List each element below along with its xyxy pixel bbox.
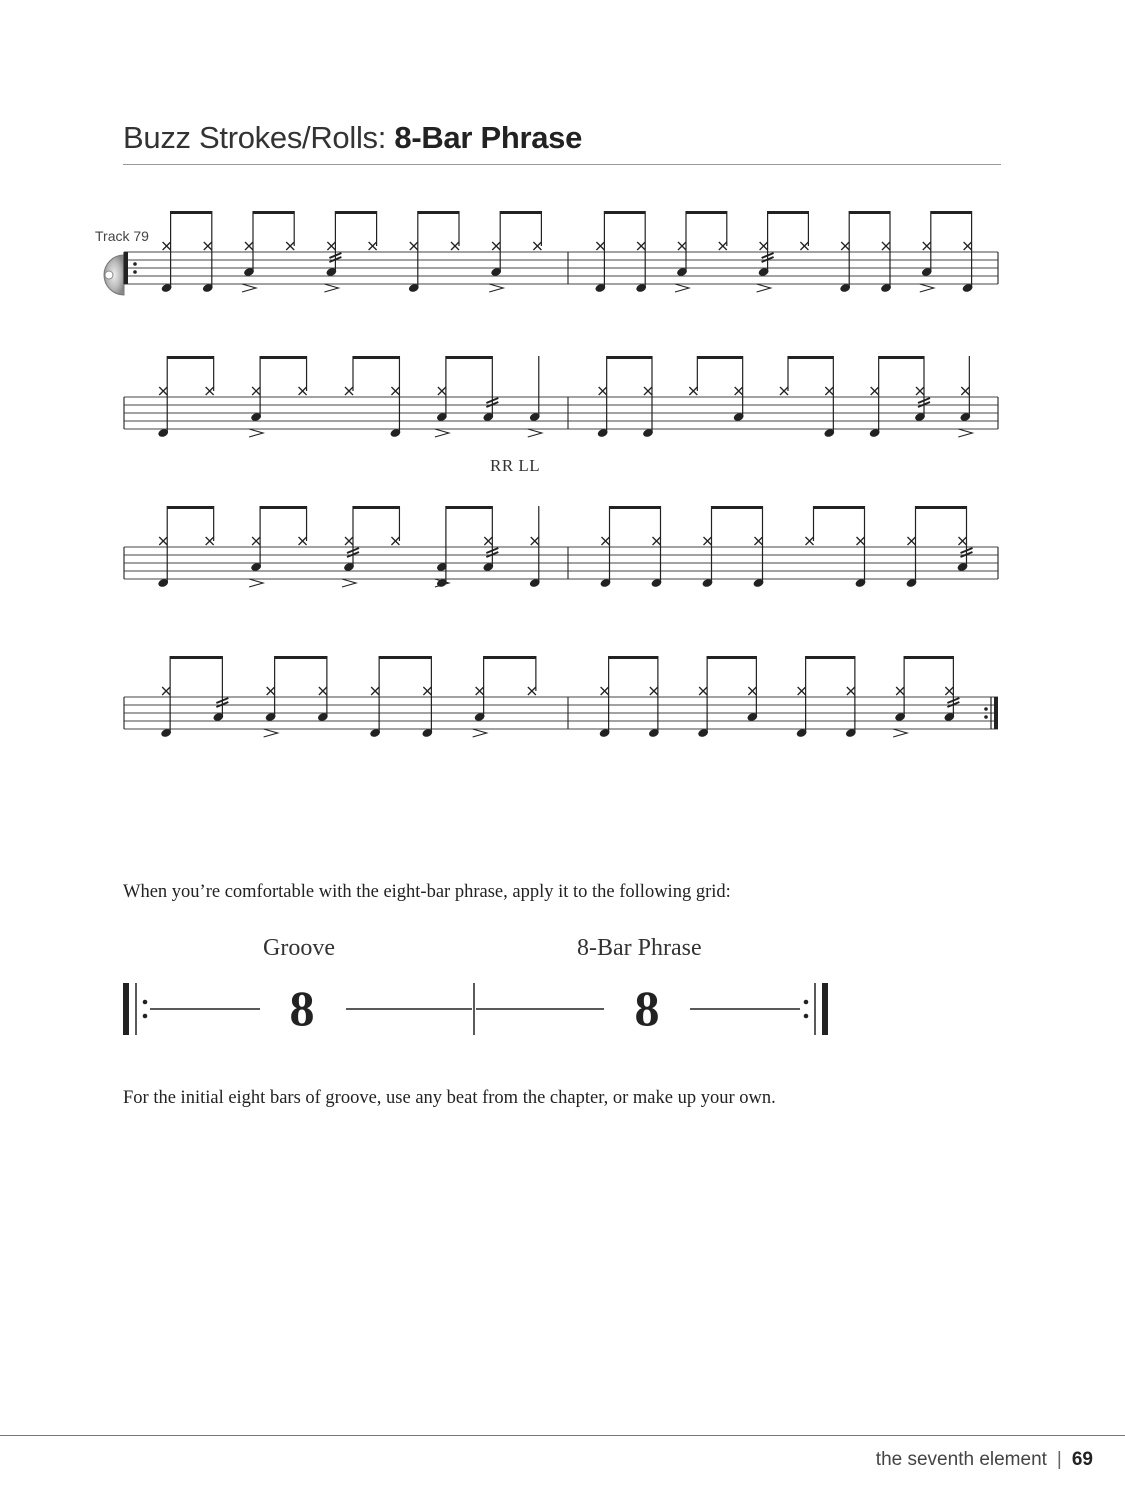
hihat-note — [327, 242, 335, 250]
hihat-note — [438, 387, 446, 395]
note-beam — [686, 211, 727, 214]
note-beam — [446, 506, 492, 509]
hihat-note — [319, 687, 327, 695]
hihat-note — [596, 242, 604, 250]
form-grid — [0, 975, 1125, 1045]
accent-mark — [324, 284, 338, 292]
note-beam — [879, 356, 924, 359]
accent-mark — [958, 429, 972, 437]
page-title — [123, 120, 582, 156]
notation-system-4 — [0, 645, 1125, 775]
hihat-note — [451, 242, 459, 250]
footer-separator: | — [1056, 1449, 1062, 1470]
page-number: 69 — [1071, 1449, 1093, 1470]
hihat-note — [163, 242, 171, 250]
notation-system-3 — [0, 495, 1125, 625]
note-beam — [260, 506, 306, 509]
hihat-note — [423, 687, 431, 695]
hihat-note — [847, 687, 855, 695]
repeat-dot — [984, 715, 988, 719]
hihat-note — [599, 387, 607, 395]
hihat-note — [369, 242, 377, 250]
note-beam — [353, 356, 399, 359]
hihat-note — [484, 537, 492, 545]
hihat-note — [637, 242, 645, 250]
hihat-note — [206, 387, 214, 395]
hihat-note — [748, 687, 756, 695]
hihat-note — [806, 537, 814, 545]
hihat-note — [644, 387, 652, 395]
accent-mark — [435, 429, 449, 437]
note-beam — [171, 211, 212, 214]
note-beam — [379, 656, 431, 659]
note-beam — [253, 211, 294, 214]
hihat-note — [492, 242, 500, 250]
notation-system-1 — [0, 200, 1125, 330]
hihat-note — [345, 387, 353, 395]
accent-mark — [920, 284, 934, 292]
hihat-note — [159, 537, 167, 545]
hihat-note — [916, 387, 924, 395]
accent-mark — [473, 729, 487, 737]
repeat-dot — [133, 262, 137, 266]
hihat-note — [206, 537, 214, 545]
note-beam — [610, 506, 661, 509]
repeat-dot — [984, 707, 988, 711]
hihat-note — [825, 387, 833, 395]
hihat-note — [286, 242, 294, 250]
hihat-note — [964, 242, 972, 250]
note-beam — [916, 506, 967, 509]
hihat-note — [959, 537, 967, 545]
note-beam — [446, 356, 492, 359]
repeat-end-barline — [994, 697, 998, 729]
hihat-note — [252, 537, 260, 545]
outro-paragraph: For the initial eight bars of groove, use any beat from the chapter, or make up your own. — [123, 1088, 776, 1108]
hihat-note — [159, 387, 167, 395]
hihat-note — [162, 687, 170, 695]
accent-mark — [528, 429, 542, 437]
hihat-note — [267, 687, 275, 695]
hihat-note — [653, 537, 661, 545]
hihat-note — [923, 242, 931, 250]
note-beam — [170, 656, 222, 659]
hihat-note — [961, 387, 969, 395]
hihat-note — [780, 387, 788, 395]
note-beam — [707, 656, 756, 659]
hihat-note — [531, 537, 539, 545]
hihat-note — [410, 242, 418, 250]
note-beam — [806, 656, 855, 659]
note-beam — [260, 356, 306, 359]
page-footer — [876, 1449, 1093, 1471]
hihat-note — [857, 537, 865, 545]
title-light: Buzz Strokes/Rolls: — [123, 120, 395, 155]
hihat-note — [704, 537, 712, 545]
hihat-note — [755, 537, 763, 545]
grid-label-phrase: 8-Bar Phrase — [577, 935, 702, 961]
hihat-note — [371, 687, 379, 695]
hihat-note — [689, 387, 697, 395]
note-beam — [788, 356, 833, 359]
accent-mark — [249, 429, 263, 437]
hihat-note — [391, 387, 399, 395]
note-beam — [418, 211, 459, 214]
hihat-note — [841, 242, 849, 250]
note-beam — [904, 656, 953, 659]
note-beam — [609, 656, 658, 659]
note-beam — [768, 211, 809, 214]
note-beam — [607, 356, 652, 359]
repeat-start-barline — [124, 252, 128, 284]
hihat-note — [760, 242, 768, 250]
accent-mark — [264, 729, 278, 737]
hihat-note — [391, 537, 399, 545]
hihat-note — [719, 242, 727, 250]
note-beam — [167, 506, 213, 509]
accent-mark — [249, 579, 263, 587]
grid-label-groove: Groove — [263, 935, 335, 961]
track-label: Track 79 — [95, 228, 149, 244]
accent-mark — [893, 729, 907, 737]
title-divider — [123, 164, 1001, 165]
sticking-text: RR LL — [490, 456, 541, 475]
notation-system-2 — [0, 345, 1125, 475]
grid-count-phrase: 8 — [634, 980, 660, 1036]
hihat-note — [699, 687, 707, 695]
hihat-note — [798, 687, 806, 695]
note-beam — [814, 506, 865, 509]
hihat-note — [601, 687, 609, 695]
grid-count-groove: 8 — [289, 980, 315, 1036]
note-beam — [167, 356, 213, 359]
note-beam — [353, 506, 399, 509]
note-beam — [604, 211, 645, 214]
hihat-note — [204, 242, 212, 250]
hihat-note — [533, 242, 541, 250]
accent-mark — [489, 284, 503, 292]
hihat-note — [678, 242, 686, 250]
note-beam — [484, 656, 536, 659]
note-beam — [931, 211, 972, 214]
note-beam — [500, 211, 541, 214]
repeat-dot — [133, 270, 137, 274]
accent-mark — [242, 284, 256, 292]
hihat-note — [882, 242, 890, 250]
hihat-note — [528, 687, 536, 695]
hihat-note — [245, 242, 253, 250]
note-beam — [335, 211, 376, 214]
title-bold: 8-Bar Phrase — [394, 120, 583, 155]
note-beam — [849, 211, 890, 214]
note-beam — [275, 656, 327, 659]
accent-mark — [757, 284, 771, 292]
hihat-note — [252, 387, 260, 395]
note-beam — [712, 506, 763, 509]
hihat-note — [735, 387, 743, 395]
hihat-note — [650, 687, 658, 695]
footer-divider — [0, 1435, 1125, 1436]
accent-mark — [342, 579, 356, 587]
hihat-note — [476, 687, 484, 695]
hihat-note — [602, 537, 610, 545]
hihat-note — [345, 537, 353, 545]
hihat-note — [908, 537, 916, 545]
intro-paragraph: When you’re comfortable with the eight-bar phrase, apply it to the following grid: — [123, 882, 731, 902]
hihat-note — [800, 242, 808, 250]
accent-mark — [675, 284, 689, 292]
hihat-note — [299, 537, 307, 545]
hihat-note — [945, 687, 953, 695]
hihat-note — [896, 687, 904, 695]
note-beam — [697, 356, 742, 359]
footer-book-title: the seventh element — [875, 1449, 1047, 1470]
hihat-note — [871, 387, 879, 395]
hihat-note — [299, 387, 307, 395]
